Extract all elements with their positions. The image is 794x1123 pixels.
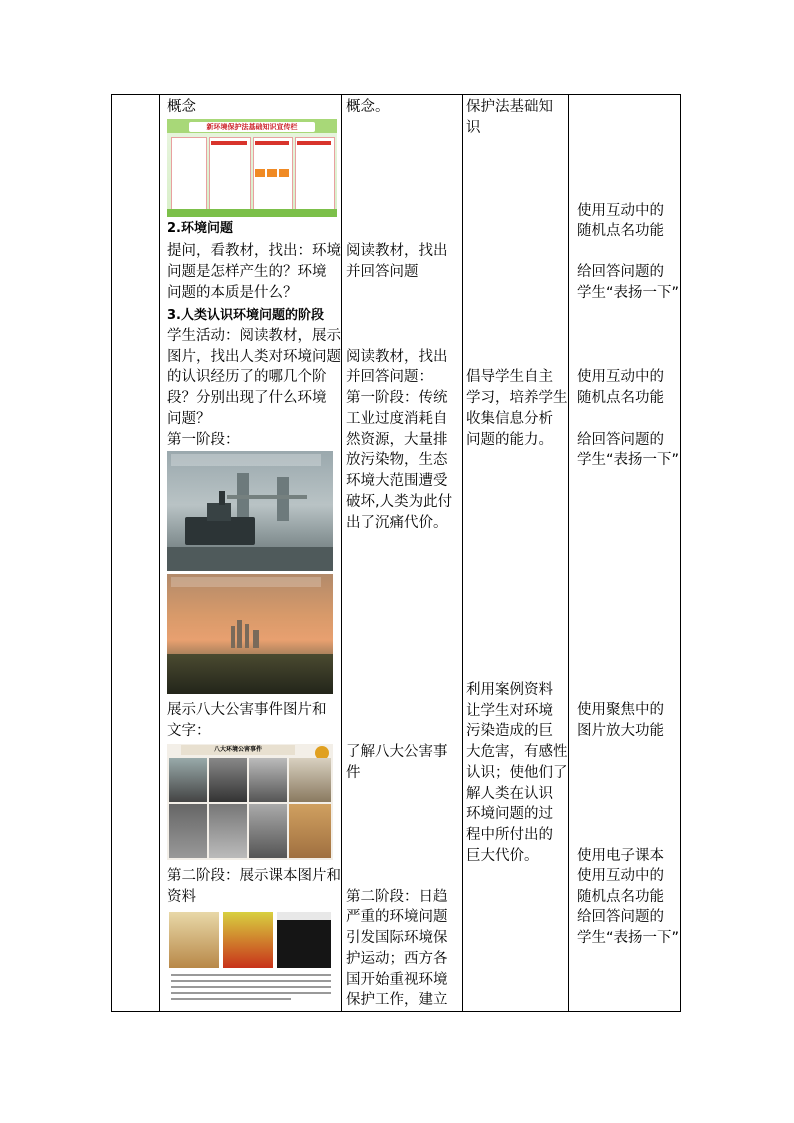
- text-line: 展示八大公害事件图片和: [167, 702, 327, 718]
- text-line: 引发国际环境保: [346, 930, 448, 946]
- text-line: 并回答问题：: [346, 369, 433, 385]
- text-line: 学生活动：阅读教材，展示: [167, 328, 341, 344]
- text-line: 学生“表扬一下”: [577, 285, 680, 301]
- image-title: 八大环境公害事件: [181, 745, 295, 755]
- text-line: 学生“表扬一下”: [577, 452, 680, 468]
- photo-caption: [171, 454, 321, 466]
- text-line: 保护法基础知: [466, 99, 553, 115]
- section-heading: 2.环境问题: [167, 221, 233, 236]
- text-line: 识: [466, 120, 481, 136]
- text-line: 护运动；西方各: [346, 951, 448, 967]
- text-line: 图片，找出人类对环境问题: [167, 349, 341, 365]
- los-angeles-smog-photo: [167, 574, 333, 694]
- text-line: 环境大范围遭受: [346, 473, 448, 489]
- text-line: 第二阶段：日趋: [346, 889, 448, 905]
- text-line: 出了沉痛代价。: [346, 515, 448, 531]
- column-divider: [568, 95, 569, 1011]
- text-line: 污染造成的巨: [466, 723, 553, 739]
- text-line: 收集信息分析: [466, 411, 553, 427]
- text-line: 放污染物，生态: [346, 452, 448, 468]
- text-line: 程中所付出的: [466, 827, 553, 843]
- text-line: 保护工作，建立: [346, 992, 448, 1008]
- london-smog-photo: [167, 451, 333, 571]
- text-line: 使用聚焦中的: [577, 702, 664, 718]
- text-line: 工业过度消耗自: [346, 411, 448, 427]
- text-line: 概念。: [346, 99, 390, 115]
- text-line: 解人类在认识: [466, 786, 553, 802]
- text-line: 然资源，大量排: [346, 432, 448, 448]
- text-line: 随机点名功能: [577, 390, 664, 406]
- text-line: 利用案例资料: [466, 682, 553, 698]
- text-line: 第一阶段：传统: [346, 390, 448, 406]
- text-line: 问题的本质是什么？: [167, 285, 298, 301]
- photo-caption: [171, 577, 321, 587]
- text-line: 件: [346, 765, 361, 781]
- text-line: 严重的环境问题: [346, 909, 448, 925]
- text-line: 使用互动中的: [577, 369, 664, 385]
- text-line: 环境问题的过: [466, 806, 553, 822]
- text-line: 学生“表扬一下”: [577, 930, 680, 946]
- text-line: 随机点名功能: [577, 889, 664, 905]
- text-line: 学习，培养学生: [466, 390, 568, 406]
- eight-pollution-incidents-image: [167, 744, 333, 860]
- text-line: 概念: [167, 99, 196, 115]
- text-line: 并回答问题: [346, 264, 419, 280]
- poster-title: 新环境保护法基础知识宣传栏: [189, 122, 315, 132]
- text-line: 段？分别出现了什么环境: [167, 390, 327, 406]
- text-line: 给回答问题的: [577, 432, 664, 448]
- column-divider: [159, 95, 160, 1011]
- text-line: 使用互动中的: [577, 203, 664, 219]
- text-line: 认识；使他们了: [466, 765, 568, 781]
- text-line: 图片放大功能: [577, 723, 664, 739]
- text-line: 倡导学生自主: [466, 369, 553, 385]
- text-line: 使用互动中的: [577, 868, 664, 884]
- text-line: 第一阶段：: [167, 432, 240, 448]
- text-line: 大危害，有感性: [466, 744, 568, 760]
- section-heading: 3.人类认识环境问题的阶段: [167, 308, 324, 323]
- column-divider: [462, 95, 463, 1011]
- text-line: 文字：: [167, 723, 211, 739]
- text-line: 第二阶段：展示课本图片和: [167, 868, 341, 884]
- text-line: 破坏,人类为此付: [346, 494, 453, 510]
- text-line: 问题是怎样产生的？环境: [167, 264, 327, 280]
- text-line: 让学生对环境: [466, 703, 553, 719]
- law-poster-image: [167, 119, 337, 217]
- text-line: 资料: [167, 889, 196, 905]
- text-line: 问题？: [167, 411, 211, 427]
- text-line: 使用电子课本: [577, 848, 664, 864]
- text-line: 国开始重视环境: [346, 972, 448, 988]
- text-line: 了解八大公害事: [346, 744, 448, 760]
- text-line: 给回答问题的: [577, 264, 664, 280]
- text-line: 随机点名功能: [577, 223, 664, 239]
- text-line: 阅读教材，找出: [346, 243, 448, 259]
- text-line: 给回答问题的: [577, 909, 664, 925]
- column-divider: [341, 95, 342, 1011]
- text-line: 问题的能力。: [466, 432, 553, 448]
- text-line: 阅读教材，找出: [346, 349, 448, 365]
- text-line: 提问，看教材，找出：环境: [167, 243, 341, 259]
- text-line: 的认识经历了的哪几个阶: [167, 369, 327, 385]
- text-line: 巨大代价。: [466, 848, 539, 864]
- textbook-books-image: [167, 910, 337, 1010]
